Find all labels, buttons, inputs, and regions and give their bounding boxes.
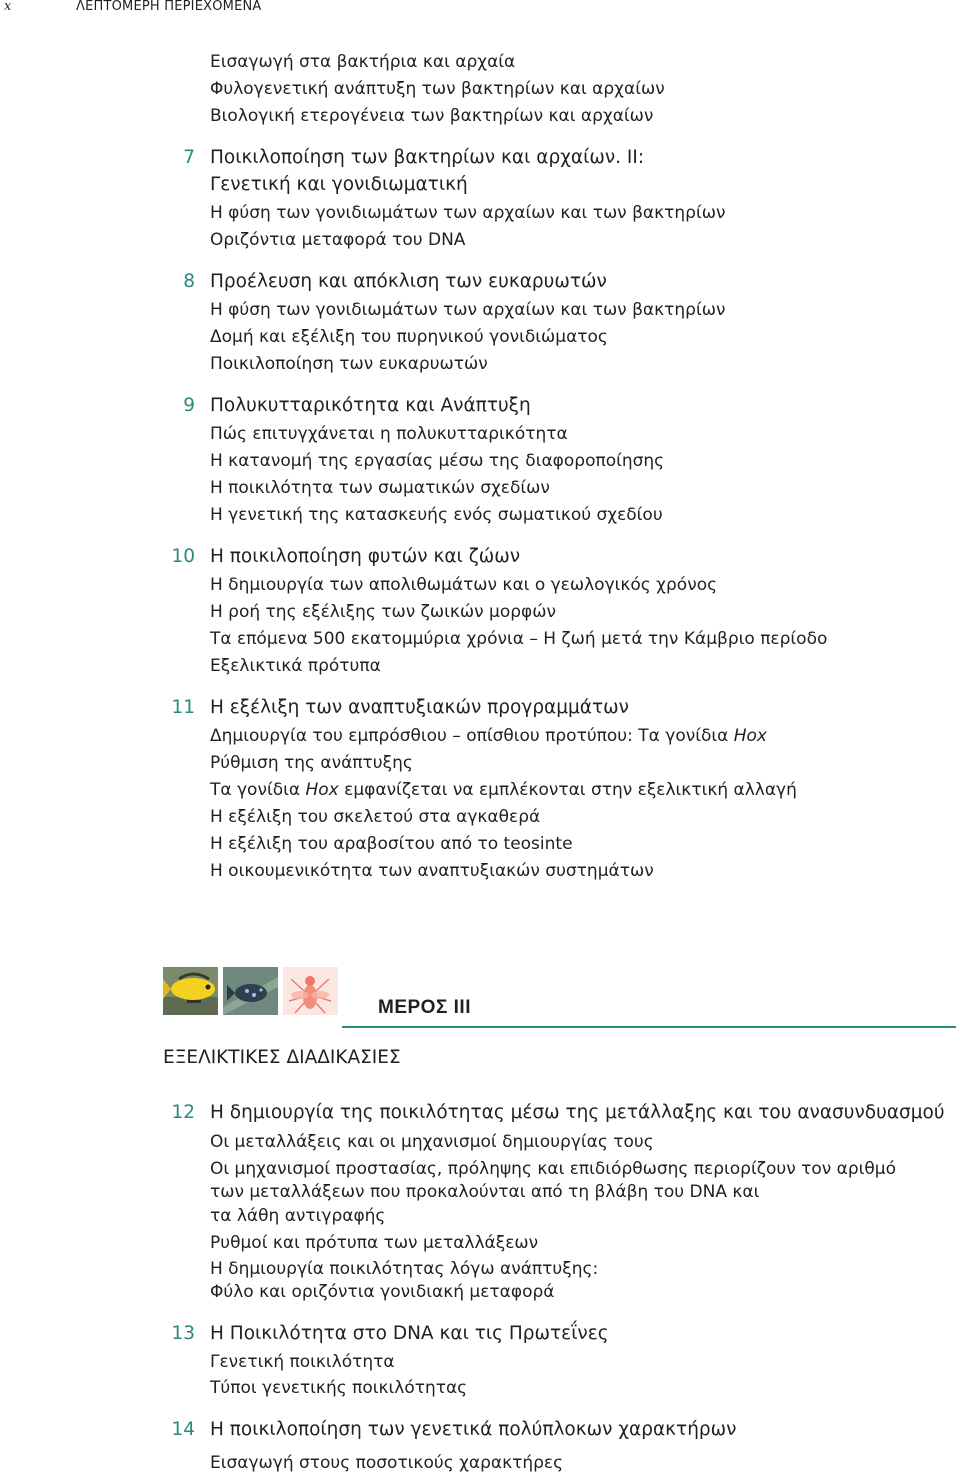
toc-section: Η εξέλιξη του αραβοσίτου από το teosinte — [210, 834, 573, 854]
toc-section: Οι μηχανισμοί προστασίας, πρόληψης και επιδιόρθωσης περιορίζουν τον αριθμό — [210, 1159, 897, 1179]
fruit-fly-image — [283, 967, 338, 1015]
chapter-title: Πολυκυτταρικότητα και Ανάπτυξη — [210, 395, 531, 416]
chapter-number: 9 — [183, 395, 195, 416]
toc-section: Εισαγωγή στους ποσοτικούς χαρακτήρες — [210, 1453, 564, 1473]
part-title: ΕΞΕΛΙΚΤΙΚΕΣ ΔΙΑΔΙΚΑΣΙΕΣ — [163, 1047, 401, 1068]
toc-section: Η εξέλιξη του σκελετού στα αγκαθερά — [210, 807, 541, 827]
chapter-number: 10 — [171, 546, 195, 567]
italic-term: Hox — [305, 780, 339, 800]
chapter-title: Προέλευση και απόκλιση των ευκαρυωτών — [210, 271, 607, 292]
toc-section: Η φύση των γονιδιωμάτων των αρχαίων και των βακτηρίων — [210, 300, 726, 320]
running-head — [0, 0, 960, 16]
chapter-title-line2: Γενετική και γονιδιωματική — [210, 174, 468, 195]
chapter-number: 8 — [183, 271, 195, 292]
chapter-title: Η ποικιλοποίηση φυτών και ζώων — [210, 546, 521, 567]
toc-section: Τα επόμενα 500 εκατομμύρια χρόνια – Η ζωή μετά την Κάμβριο περίοδο — [210, 629, 828, 649]
chapter-title: Ποικιλοποίηση των βακτηρίων και αρχαίων. II: — [210, 147, 645, 168]
toc-section: Τύποι γενετικής ποικιλότητας — [210, 1378, 468, 1398]
chapter-title: Η εξέλιξη των αναπτυξιακών προγραμμάτων — [210, 697, 629, 718]
toc-section: Ποικιλοποίηση των ευκαρυωτών — [210, 354, 488, 374]
toc-section: Η ροή της εξέλιξης των ζωικών μορφών — [210, 602, 556, 622]
chapter-number: 12 — [171, 1102, 195, 1123]
chapter-number: 13 — [171, 1323, 195, 1344]
chapter-title: Η ποικιλοποίηση των γενετικά πολύπλοκων χαρακτήρων — [210, 1419, 737, 1440]
toc-section: Η δημιουργία ποικιλότητας λόγω ανάπτυξης: — [210, 1259, 599, 1279]
toc-section: Φύλο και οριζόντια γονιδιακή μεταφορά — [210, 1282, 555, 1302]
toc-section: Η δημιουργία των απολιθωμάτων και ο γεωλογικός χρόνος — [210, 575, 718, 595]
chapter-title: Η δημιουργία της ποικιλότητας μέσω της μετάλλαξης και του ανασυνδυασμού — [210, 1102, 945, 1123]
chapter-number: 14 — [171, 1419, 195, 1440]
running-head-title: ΛΕΠΤΟΜΕΡΗ ΠΕΡΙΕΧΟΜΕΝΑ — [76, 0, 262, 14]
section-text: Τα γονίδια — [210, 780, 301, 800]
chapter-number: 11 — [171, 697, 195, 718]
toc-section: Γενετική ποικιλότητα — [210, 1352, 395, 1372]
chapter-title: Η Ποικιλότητα στο DNA και τις Πρωτεΐνες — [210, 1323, 609, 1344]
toc-section: Ρύθμιση της ανάπτυξης — [210, 753, 413, 773]
toc-section — [210, 725, 767, 748]
toc-section: των μεταλλάξεων που προκαλούνται από τη βλάβη του DNA και — [210, 1182, 760, 1202]
toc-section: Η ποικιλότητα των σωματικών σχεδίων — [210, 478, 550, 498]
toc-section: Πώς επιτυγχάνεται η πολυκυτταρικότητα — [210, 424, 568, 444]
toc-section: Εισαγωγή στα βακτήρια και αρχαία — [210, 52, 516, 72]
italic-term: Hox — [733, 726, 767, 746]
toc-section: Ρυθμοί και πρότυπα των μεταλλάξεων — [210, 1233, 539, 1253]
part-label: ΜΕΡΟΣ III — [378, 997, 471, 1018]
toc-section: Η φύση των γονιδιωμάτων των αρχαίων και των βακτηρίων — [210, 203, 726, 223]
section-text: Δημιουργία του εμπρόσθιου – οπίσθιου προτύπου: Τα γονίδια — [210, 726, 729, 746]
toc-section: Η κατανομή της εργασίας μέσω της διαφοροποίησης — [210, 451, 665, 471]
toc-section: Οριζόντια μεταφορά του DNA — [210, 230, 466, 250]
toc-section: Δομή και εξέλιξη του πυρηνικού γονιδιώματος — [210, 327, 608, 347]
toc-section: τα λάθη αντιγραφής — [210, 1206, 386, 1226]
toc-section: Εξελικτικά πρότυπα — [210, 656, 381, 676]
part-divider — [342, 1026, 956, 1028]
toc-section: Φυλογενετική ανάπτυξη των βακτηρίων και αρχαίων — [210, 79, 665, 99]
toc-section: Η γενετική της κατασκευής ενός σωματικού σχεδίου — [210, 505, 663, 525]
chapter-number: 7 — [183, 147, 195, 168]
yellow-cichlid-fish-image — [163, 967, 218, 1015]
page-number: x — [4, 0, 12, 14]
toc-section — [210, 779, 797, 802]
cichlid-fish-image — [223, 967, 278, 1015]
toc-section: Οι μεταλλάξεις και οι μηχανισμοί δημιουργίας τους — [210, 1132, 654, 1152]
section-text-rest: εμφανίζεται να εμπλέκονται στην εξελικτική αλλαγή — [344, 780, 797, 800]
toc-section: Η οικουμενικότητα των αναπτυξιακών συστημάτων — [210, 861, 654, 881]
toc-section: Βιολογική ετερογένεια των βακτηρίων και αρχαίων — [210, 106, 654, 126]
